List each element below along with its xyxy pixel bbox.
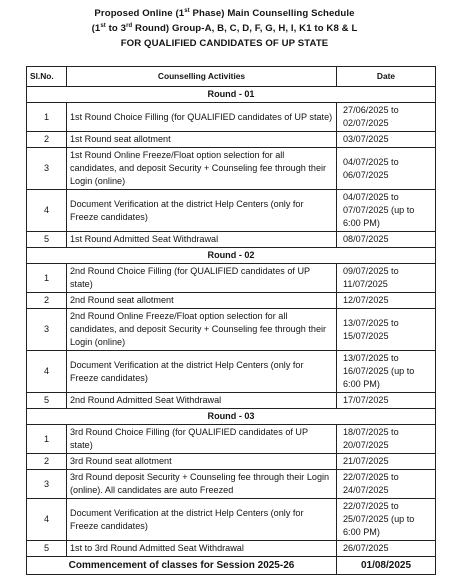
row-activity: 1st Round seat allotment <box>67 132 337 148</box>
row-sl-number: 3 <box>27 470 67 499</box>
table-row <box>27 351 436 393</box>
row-activity: Document Verification at the district Help Centers (only for Freeze candidates) <box>67 190 337 232</box>
row-sl-number: 4 <box>27 499 67 541</box>
commencement-date: 01/08/2025 <box>337 557 436 575</box>
table-row <box>27 132 436 148</box>
round-title: Round - 02 <box>27 248 436 264</box>
round-title: Round - 01 <box>27 87 436 103</box>
table-row <box>27 309 436 351</box>
row-sl-number: 2 <box>27 293 67 309</box>
table-row <box>27 293 436 309</box>
table-row <box>27 190 436 232</box>
row-date: 22/07/2025 to 24/07/2025 <box>337 470 436 499</box>
row-sl-number: 4 <box>27 351 67 393</box>
table-row <box>27 232 436 248</box>
row-activity: 3rd Round Choice Filling (for QUALIFIED candidates of UP state) <box>67 425 337 454</box>
row-sl-number: 1 <box>27 264 67 293</box>
table-row <box>27 425 436 454</box>
heading-line-3: FOR QUALIFIED CANDIDATES OF UP STATE <box>120 38 329 49</box>
row-activity: Document Verification at the district Help Centers (only for Freeze candidates) <box>67 499 337 541</box>
row-sl-number: 3 <box>27 148 67 190</box>
table-row <box>27 499 436 541</box>
round-header-row <box>27 409 436 425</box>
row-activity: 1st Round Choice Filling (for QUALIFIED candidates of UP state) <box>67 103 337 132</box>
row-sl-number: 2 <box>27 454 67 470</box>
row-sl-number: 3 <box>27 309 67 351</box>
row-sl-number: 2 <box>27 132 67 148</box>
row-date: 09/07/2025 to 11/07/2025 <box>337 264 436 293</box>
row-activity: 2nd Round seat allotment <box>67 293 337 309</box>
row-date: 12/07/2025 <box>337 293 436 309</box>
row-date: 03/07/2025 <box>337 132 436 148</box>
row-sl-number: 5 <box>27 232 67 248</box>
row-activity: 2nd Round Choice Filling (for QUALIFIED candidates of UP state) <box>67 264 337 293</box>
row-activity: 2nd Round Online Freeze/Float option selection for all candidates, and deposit Security + Counseling fee through their Login (online) <box>67 309 337 351</box>
commencement-label: Commencement of classes for Session 2025-26 <box>27 557 337 575</box>
row-activity: 1st Round Admitted Seat Withdrawal <box>67 232 337 248</box>
table-row <box>27 148 436 190</box>
document-heading <box>0 6 449 51</box>
row-activity: 1st Round Online Freeze/Float option selection for all candidates, and deposit Security + Counseling fee through their Login (online) <box>67 148 337 190</box>
table-row <box>27 103 436 132</box>
row-date: 08/07/2025 <box>337 232 436 248</box>
commencement-row <box>27 557 436 575</box>
row-date: 13/07/2025 to 16/07/2025 (up to 6:00 PM) <box>337 351 436 393</box>
table-row <box>27 470 436 499</box>
row-activity: Document Verification at the district Help Centers (only for Freeze candidates) <box>67 351 337 393</box>
row-sl-number: 1 <box>27 103 67 132</box>
table-row <box>27 393 436 409</box>
row-activity: 1st to 3rd Round Admitted Seat Withdrawal <box>67 541 337 557</box>
table-row <box>27 264 436 293</box>
row-date: 04/07/2025 to 06/07/2025 <box>337 148 436 190</box>
table-row <box>27 454 436 470</box>
row-date: 21/07/2025 <box>337 454 436 470</box>
row-activity: 3rd Round seat allotment <box>67 454 337 470</box>
schedule-table <box>26 66 436 575</box>
row-date: 13/07/2025 to 15/07/2025 <box>337 309 436 351</box>
round-header-row <box>27 248 436 264</box>
schedule-body <box>27 87 436 557</box>
col-header-activity: Counselling Activities <box>67 67 337 87</box>
round-title: Round - 03 <box>27 409 436 425</box>
row-sl-number: 5 <box>27 541 67 557</box>
row-date: 18/07/2025 to 20/07/2025 <box>337 425 436 454</box>
row-date: 22/07/2025 to 25/07/2025 (up to 6:00 PM) <box>337 499 436 541</box>
heading-line-2: (1st to 3rd Round) Group-A, B, C, D, F, G, H, I, K1 to K8 & L <box>91 22 358 34</box>
round-header-row <box>27 87 436 103</box>
heading-line-1: Proposed Online (1st Phase) Main Counselling Schedule <box>94 7 355 19</box>
row-sl-number: 5 <box>27 393 67 409</box>
row-date: 04/07/2025 to 07/07/2025 (up to 6:00 PM) <box>337 190 436 232</box>
row-date: 26/07/2025 <box>337 541 436 557</box>
row-date: 17/07/2025 <box>337 393 436 409</box>
row-activity: 3rd Round deposit Security + Counseling fee through their Login (online). All candidates are auto Freezed <box>67 470 337 499</box>
row-sl-number: 4 <box>27 190 67 232</box>
row-activity: 2nd Round Admitted Seat Withdrawal <box>67 393 337 409</box>
col-header-date: Date <box>337 67 436 87</box>
table-row <box>27 541 436 557</box>
row-date: 27/06/2025 to 02/07/2025 <box>337 103 436 132</box>
table-header-row <box>27 67 436 87</box>
col-header-sl: Sl.No. <box>27 67 67 87</box>
row-sl-number: 1 <box>27 425 67 454</box>
